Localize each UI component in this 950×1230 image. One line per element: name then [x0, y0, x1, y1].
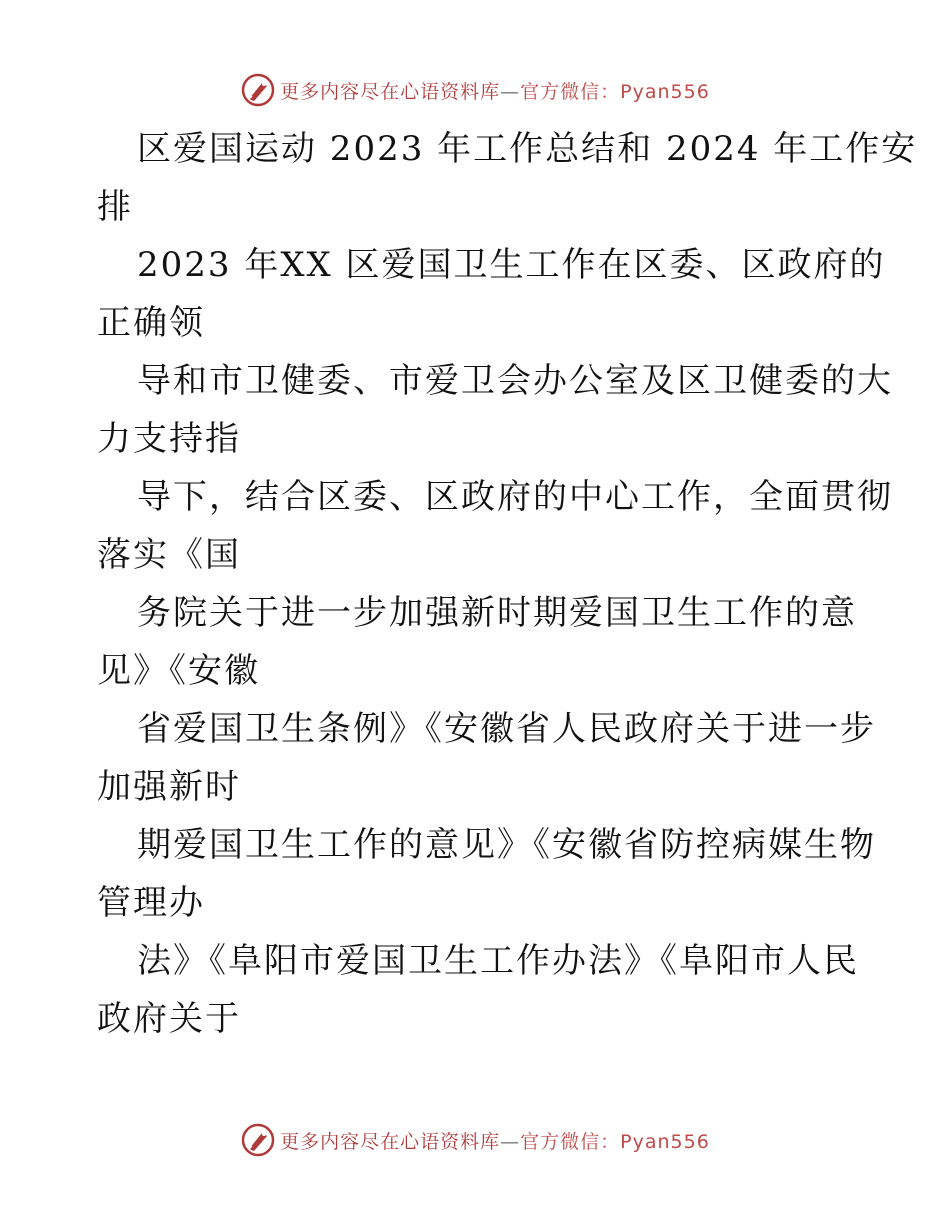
document-line: 落实《国 [97, 535, 241, 575]
document-line: 法》《阜阳市爱国卫生工作办法》《阜阳市人民 [137, 941, 859, 981]
document-line: 管理办 [97, 883, 205, 923]
pen-nib-circle-icon [240, 1122, 276, 1158]
header-banner [0, 70, 950, 110]
document-line: 2023 年XX 区爱国卫生工作在区委、区政府的 [137, 245, 886, 285]
document-line: 政府关于 [97, 999, 241, 1039]
footer-banner-text [280, 1127, 710, 1154]
footer-banner [0, 1120, 950, 1160]
footer-banner-wechat: 官方微信：Pyan556 [520, 1130, 710, 1153]
pen-nib-circle-icon [240, 72, 276, 108]
footer-banner-main: 更多内容尽在心语资料库 [280, 1130, 501, 1153]
header-banner-wechat: 官方微信：Pyan556 [520, 80, 710, 103]
document-line: 导下，结合区委、区政府的中心工作，全面贯彻 [137, 477, 893, 517]
document-line: 见》《安徽 [97, 651, 260, 691]
header-banner-main: 更多内容尽在心语资料库 [280, 80, 501, 103]
document-line: 正确领 [97, 303, 205, 343]
header-banner-text [280, 77, 710, 104]
footer-banner-separator: — [500, 1130, 521, 1153]
document-line: 导和市卫健委、市爱卫会办公室及区卫健委的大 [137, 361, 893, 401]
document-line: 期爱国卫生工作的意见》《安徽省防控病媒生物 [137, 825, 876, 865]
document-line: 省爱国卫生条例》《安徽省人民政府关于进一步 [137, 709, 876, 749]
document-line: 力支持指 [97, 419, 241, 459]
document-line: 务院关于进一步加强新时期爱国卫生工作的意 [137, 593, 857, 633]
document-line: 区爱国运动 2023 年工作总结和 2024 年工作安 [137, 129, 918, 169]
document-line: 加强新时 [97, 767, 241, 807]
document-body [97, 120, 918, 1048]
header-banner-separator: — [500, 80, 521, 103]
document-line: 排 [97, 187, 133, 227]
